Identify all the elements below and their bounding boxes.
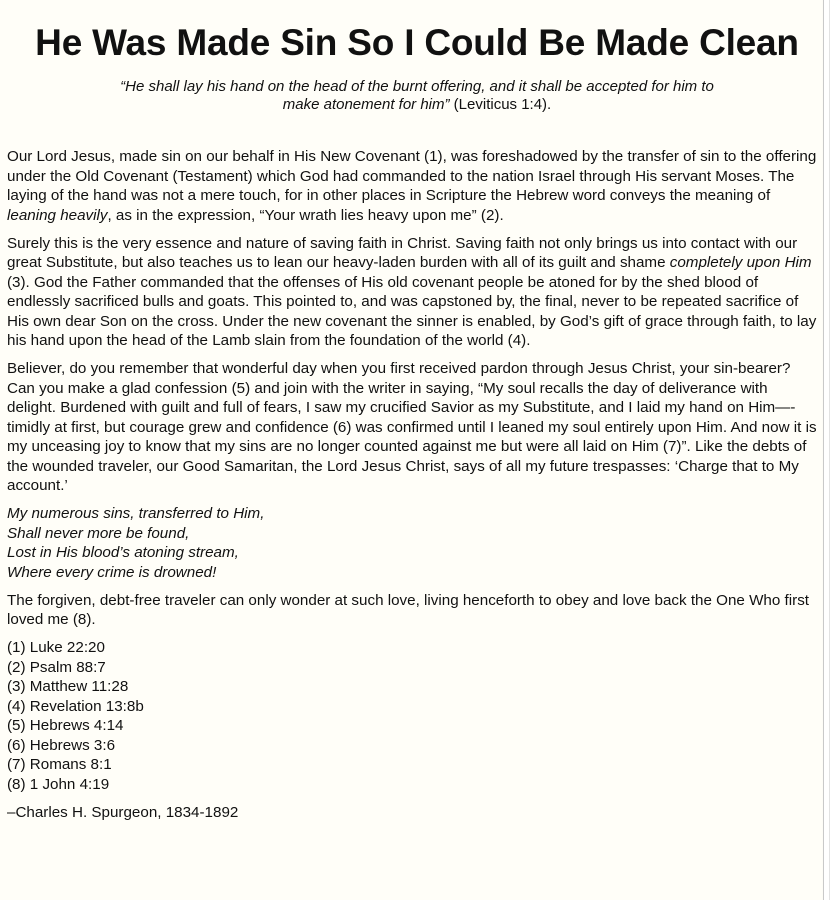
footnote: (6) Hebrews 3:6 (7, 736, 116, 754)
paragraph-1-text-b: , as in the expression, “Your wrath lies heavy upon me” (2). (107, 206, 504, 224)
paragraph-2-emphasis: completely upon Him (669, 254, 812, 271)
footnote: (3) Matthew 11:28 (7, 678, 129, 695)
poem-line: My numerous sins, transferred to Him, (7, 505, 265, 522)
footnote: (7) Romans 8:1 (7, 756, 112, 773)
footnote: (8) 1 John 4:19 (7, 775, 110, 793)
poem (7, 504, 819, 582)
poem-line: Shall never more be found, (7, 524, 190, 542)
paragraph-1-text-a: Our Lord Jesus, made sin on our behalf in His New Covenant (1), was foreshadowed by the transfer of sin to the offering under the Old Covenant (Testament) which God had commanded to the nation Israel through His servant Moses. The laying of the hand was not a mere touch, for in other places in Scripture the Hebrew word conveys the meaning of (7, 148, 817, 204)
footnote: (1) Luke 22:20 (7, 639, 105, 656)
paragraph-1-emphasis: leaning heavily (7, 206, 108, 224)
paragraph-2 (7, 234, 819, 351)
paragraph-2-text-b: (3). God the Father commanded that the offenses of His old covenant people be atoned for by the shed blood of endlessly sacrificed bulls and goats. This pointed to, and was capstoned by, the final, never to be repeated sacrifice of His own dear Son on the cross. Under the new covenant the sinner is enabled, by God’s gift of grace through faith, to lay his hand upon the head of the Lamb slain from the foundation of the world (4). (7, 273, 817, 349)
page-title: He Was Made Sin So I Could Be Made Clean (35, 22, 799, 63)
footnote: (4) Revelation 13:8b (7, 697, 144, 715)
paragraph-2-text-a: Surely this is the very essence and nature of saving faith in Christ. Saving faith not only brings us into contact with our great Substitute, but also teaches us to lean our heavy-laden burden with all of its guilt and shame (7, 234, 798, 271)
epigraph-reference: (Leviticus 1:4). (449, 96, 552, 113)
footnote: (2) Psalm 88:7 (7, 658, 106, 676)
article-body (7, 147, 819, 831)
footnotes (7, 638, 819, 794)
scrollbar-track[interactable] (823, 0, 834, 900)
paragraph-3: Believer, do you remember that wonderful day when you first received pardon through Jesus Christ, your sin-bearer? Can you make a glad confession (5) and join with the writer in saying, “My soul recalls the day of deliverance with delight. Burdened with guilt and full of fears, I saw my crucified Savior as my Substitute, and I laid my hand on Him—-timidly at first, but courage grew and confidence (6) was confirmed until I leaned my soul entirely upon Him. And now it is my unceasing joy to know that my sins are no longer counted against me but were all laid on Him (7)”. Like the debts of the wounded traveler, our Good Samaritan, the Lord Jesus Christ, says of all my future trespasses: ‘Charge that to My account.’ (7, 360, 817, 494)
epigraph-quote: “He shall lay his hand on the head of the burnt offering, and it shall be accepted for him to make atonement for him” (120, 78, 714, 113)
poem-line: Where every crime is drowned! (7, 563, 217, 581)
author-signature: –Charles H. Spurgeon, 1834-1892 (7, 803, 239, 821)
scrollbar-divider (829, 0, 830, 900)
paragraph-4: The forgiven, debt-free traveler can only wonder at such love, living henceforth to obey and love back the One Who first loved me (8). (7, 591, 810, 628)
epigraph (120, 78, 714, 114)
footnote: (5) Hebrews 4:14 (7, 717, 124, 734)
paragraph-1 (7, 147, 819, 225)
poem-line: Lost in His blood’s atoning stream, (7, 544, 239, 561)
